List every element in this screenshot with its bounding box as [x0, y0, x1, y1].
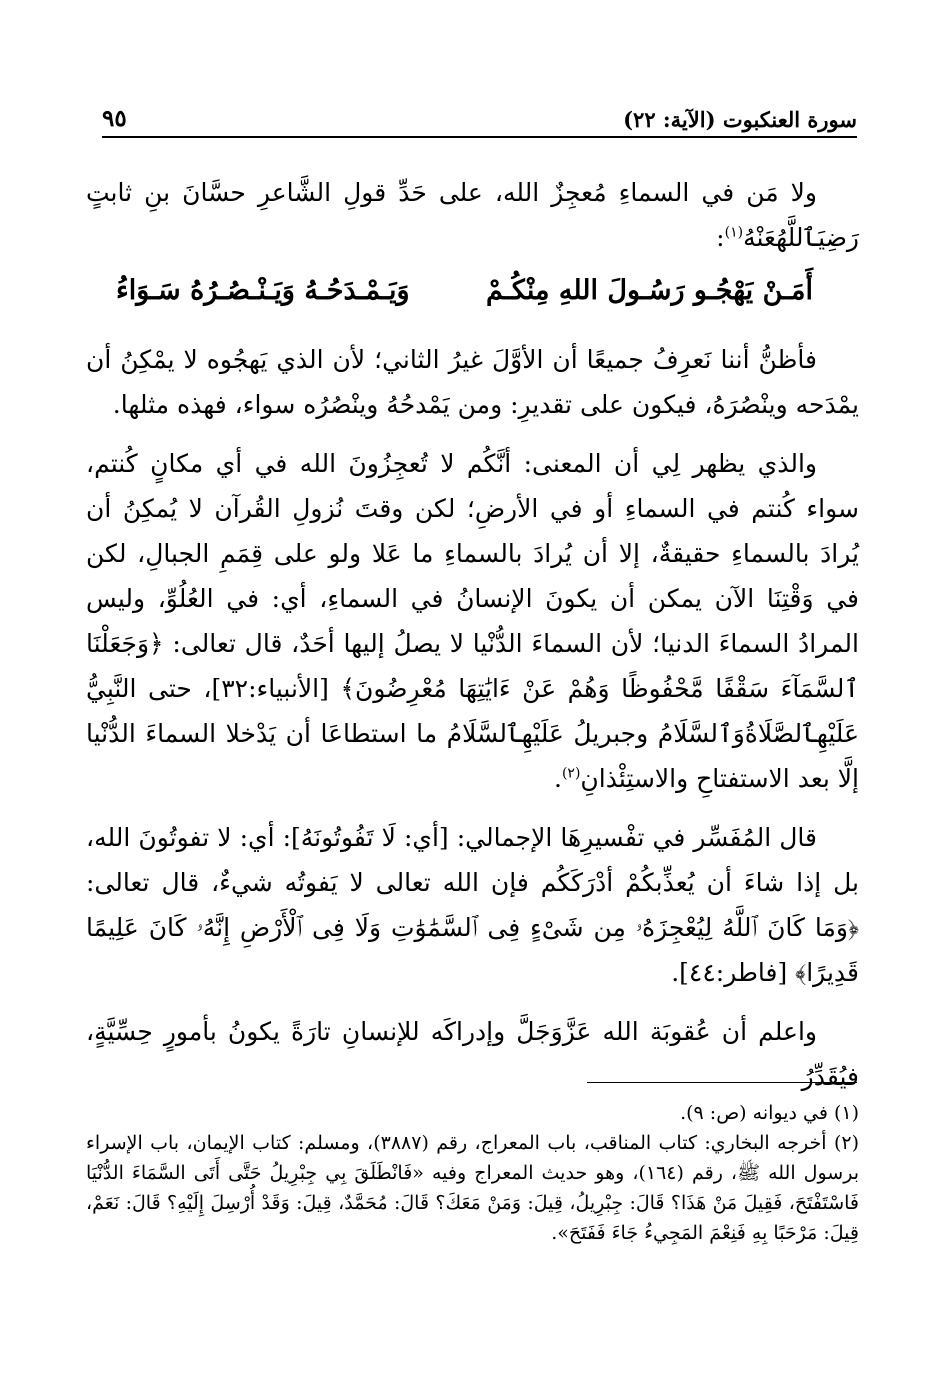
paragraph-3: قال المُفَسِّر في تفْسيرِهَا الإجمالي: [أي: لَا تَفُوتُونَهُ]: أي: لا تفوتُونَ الله، بل إذا شاءَ أن يُعذِّبكُمْ أدْرَكَكُم فإن الله تعالى لا يَفوتُه شيءٌ، قال تعالى: ﴿وَمَا كَانَ ٱللَّهُ لِيُعْجِزَهُۥ مِن شَىْءٍ فِى ٱلسَّمَٰوَٰتِ وَلَا فِى ٱلْأَرْضِ إِنَّهُۥ كَانَ عَلِيمًا قَدِيرًا﴾ [فاطر:٤٤]. [86, 823, 859, 987]
footnote-1: (١) في ديوانه (ص: ٩). [680, 1102, 859, 1124]
intro-colon: : [716, 223, 725, 252]
page-number: ٩٥ [102, 105, 127, 132]
footnote-2: (٢) أخرجه البخاري: كتاب المناقب، باب المعراج، رقم (٣٨٨٧)، ومسلم: كتاب الإيمان، باب الإسراء برسول الله ﷺ، رقم (١٦٤)، وهو حديث المعراج وفيه «فَانْطَلَقَ بِي جِبْرِيلُ حَتَّى أَتَى السَّمَاءَ الدُّنْيَا فَاسْتَفْتَحَ، فَقِيلَ مَنْ هَذَا؟ قَالَ: جِبْرِيلُ، قِيلَ: وَمَنْ مَعَكَ؟ قَالَ: مُحَمَّدٌ، قِيلَ: وَقَدْ أُرْسِلَ إِلَيْهِ؟ قَالَ: نَعَمْ، قِيلَ: مَرْحَبًا بِهِ فَنِعْمَ المَجِيءُ جَاءَ فَفَتَحَ». [86, 1132, 860, 1244]
verse-second-hemistich: وَيَـمْـدَحُـهُ وَيَـنْـصُـرُهُ سَـوَاءُ [116, 275, 410, 306]
paragraph-1: فأظنُّ أننا نَعرِفُ جميعًا أن الأوَّلَ غيرُ الثاني؛ لأن الذي يَهجُوه لا يمْكِنُ أن يمْدَحه وينْصُرَهُ، فيكون على تقديرِ: ومن يَمْدحُهُ وينْصُرُه سواء، فهذه مثلها. [86, 345, 859, 419]
main-text [86, 170, 859, 1113]
footnote-ref-2[interactable]: (٢) [561, 765, 581, 782]
footnotes [86, 1098, 859, 1248]
paragraph-2-text: والذي يظهر لِي أن المعنى: أنَّكُم لا تُعجِزُونَ الله في أي مكانٍ كُنتم، سواء كُنتم في السماءِ أو في الأرضِ؛ لكن وقتَ نُزولِ القُرآن لا يُمكِنُ أن يُرادَ بالسماءِ حقيقةٌ، إلا أن يُرادَ بالسماءِ ما عَلا ولو على قِمَمِ الجبالِ، لكن في وَقْتِنَا الآن يمكن أن يكونَ الإنسانُ في السماءِ، أي: في العُلُوِّ، وليس المرادُ السماءَ الدنيا؛ لأن السماءَ الدُّنْيا لا يصلُ إليها أحَدٌ، قال تعالى: ﴿وَجَعَلْنَا ٱلسَّمَآءَ سَقْفًا مَّحْفُوظًا وَهُمْ عَنْ ءَايَٰتِهَا مُعْرِضُونَ﴾ [الأنبياء:٣٢]، حتى النَّبِيُّ عَلَيْهِٱلصَّلَاةُوَٱلسَّلَامُ وجبريلُ عَلَيْهِٱلسَّلَامُ ما استطاعَا أن يَدْخلا السماءَ الدُّنْيا إلَّا بعد الاستفتاحِ والاستِئْذانِ [86, 449, 859, 793]
footnote-separator [587, 1082, 857, 1083]
footnote-ref-1[interactable]: (١) [724, 224, 744, 241]
poetry-verse [86, 268, 859, 313]
intro-paragraph [86, 170, 859, 260]
paragraph-2-end: . [554, 764, 562, 793]
verse-first-hemistich: أَمَـنْ يَهْجُـو رَسُـولَ اللهِ مِنْكُـمْ [486, 275, 813, 306]
page-header [102, 94, 857, 138]
paragraph-4: واعلم أن عُقوبَة الله عَزَّوَجَلَّ وإدراكَه للإنسانِ تارَةً يكونُ بأمورٍ حِسِّيَّةٍ، فيُقَدِّرُ [86, 1017, 859, 1091]
intro-text: ولا مَن في السماءِ مُعجِزٌ الله، على حَدِّ قولِ الشَّاعرِ حسَّانَ بنِ ثابتٍ رَضِيَٱللَّهُعَنْهُ [86, 178, 859, 252]
paragraph-2 [86, 441, 859, 801]
running-title: سورة العنكبوت (الآية: ٢٢) [623, 107, 857, 132]
